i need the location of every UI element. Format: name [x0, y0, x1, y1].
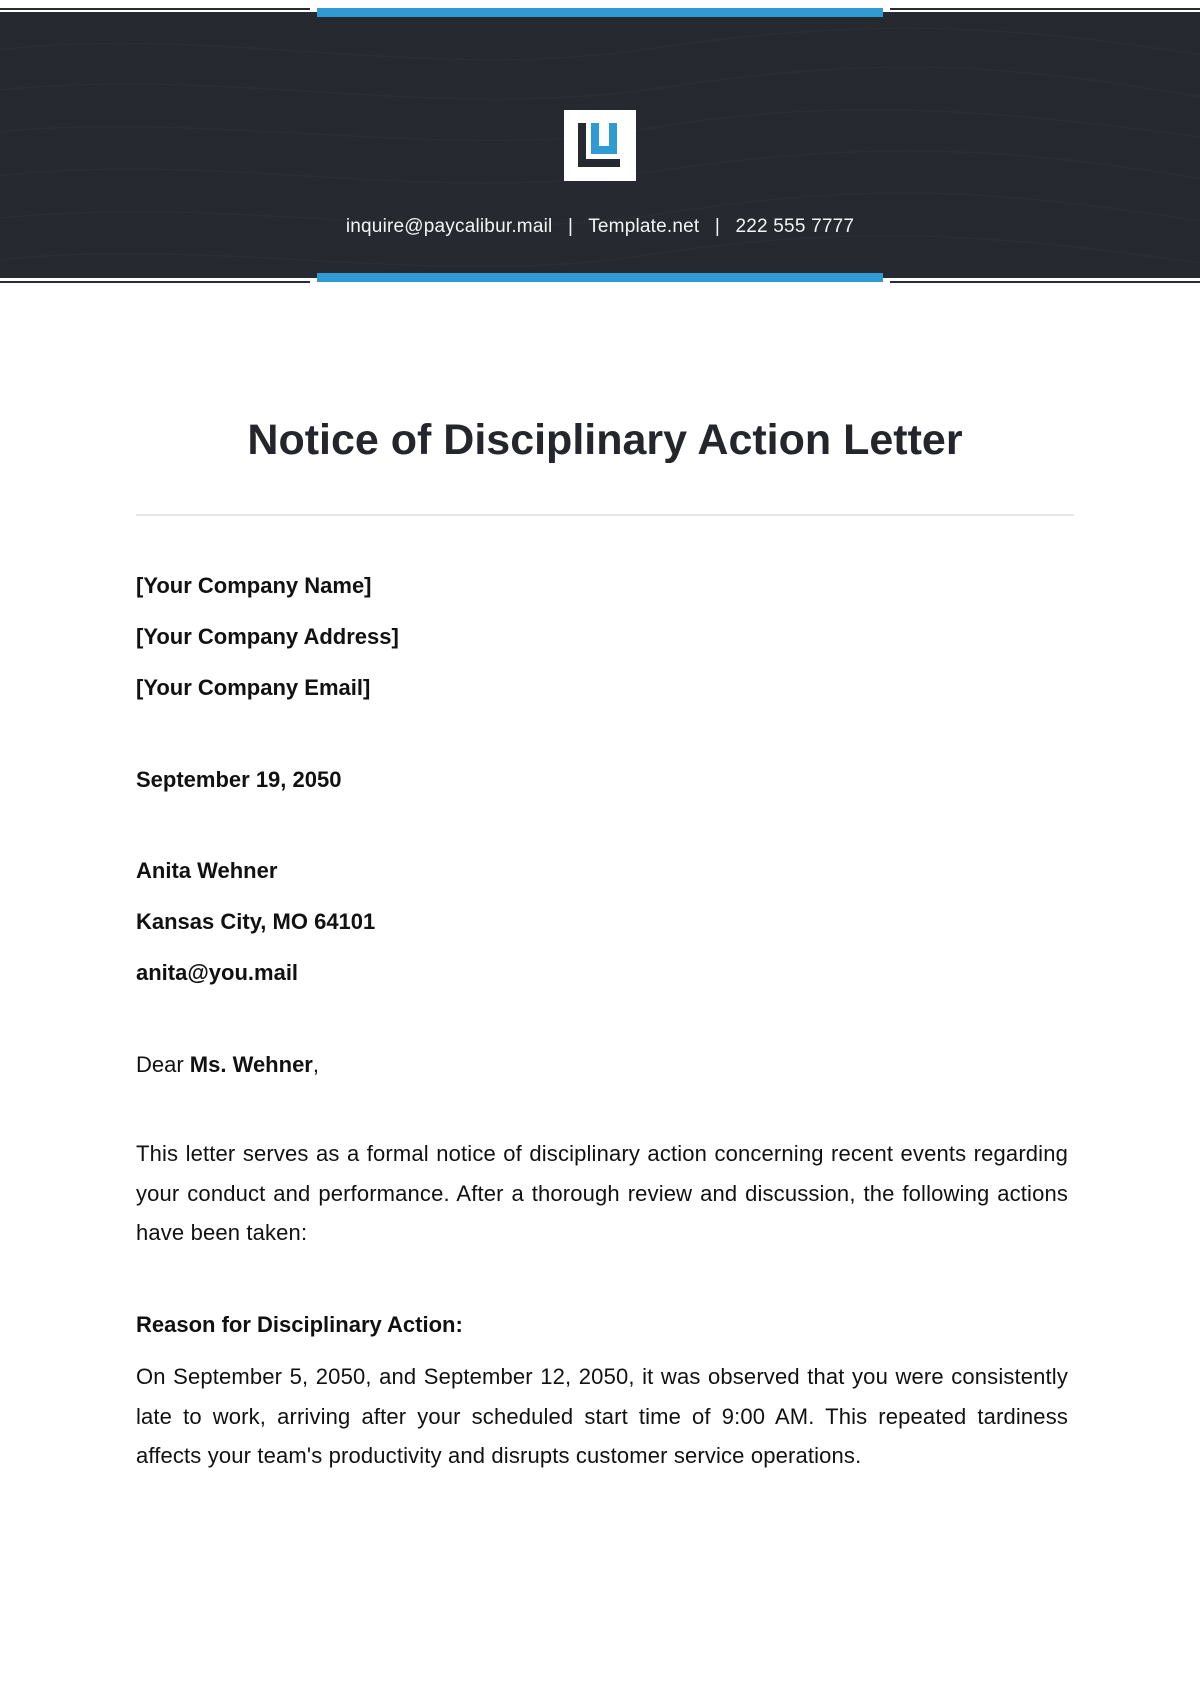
reason-paragraph: On September 5, 2050, and September 12, 2050, it was observed that you were consistently late to work, arriving after your scheduled start time of 9:00 AM. This repeated tardiness affects your team's productivity and disrupts customer service operations.: [136, 1364, 1068, 1468]
salutation: [136, 1050, 1068, 1080]
sender-company-name: [Your Company Name]: [136, 573, 372, 598]
contact-separator: |: [714, 216, 721, 237]
header-email: inquire@paycalibur.mail: [345, 216, 553, 237]
recipient-name: Anita Wehner: [136, 858, 278, 883]
sender-block: [136, 571, 1068, 703]
header-top-right-line: [890, 8, 1200, 10]
header-bottom-left-line: [0, 281, 310, 283]
reason-paragraph-block: [136, 1357, 1068, 1476]
salutation-greeting: Dear: [136, 1052, 190, 1077]
header-phone: 222 555 7777: [735, 216, 855, 237]
contact-separator: |: [567, 216, 574, 237]
reason-heading: Reason for Disciplinary Action:: [136, 1312, 463, 1337]
intro-paragraph: This letter serves as a formal notice of disciplinary action concerning recent events regarding your conduct and performance. After a thorough review and discussion, the following actions have been taken:: [136, 1141, 1068, 1245]
reason-heading-block: [136, 1310, 1068, 1340]
recipient-email: anita@you.mail: [136, 960, 299, 985]
header-accent-bar-bottom: [317, 273, 883, 282]
header-accent-bar-top: [317, 8, 883, 17]
sender-company-address: [Your Company Address]: [136, 624, 399, 649]
salutation-name: Ms. Wehner: [189, 1052, 313, 1077]
sender-company-email: [Your Company Email]: [136, 675, 371, 700]
salutation-punctuation: ,: [312, 1052, 319, 1077]
header-bottom-right-line: [890, 281, 1200, 283]
recipient-address: Kansas City, MO 64101: [136, 909, 376, 934]
title-divider: [136, 514, 1074, 516]
header-contact-line: [0, 216, 1200, 238]
letter-date: September 19, 2050: [136, 767, 342, 792]
intro-paragraph-block: [136, 1134, 1068, 1253]
header-top-left-line: [0, 8, 310, 10]
company-logo: [564, 110, 636, 181]
company-logo-icon: [564, 110, 636, 181]
header-website: Template.net: [588, 216, 700, 237]
letterhead-banner: [0, 12, 1200, 278]
date-block: [136, 765, 1068, 795]
recipient-block: [136, 856, 1068, 988]
page-title: Notice of Disciplinary Action Letter: [247, 416, 963, 464]
